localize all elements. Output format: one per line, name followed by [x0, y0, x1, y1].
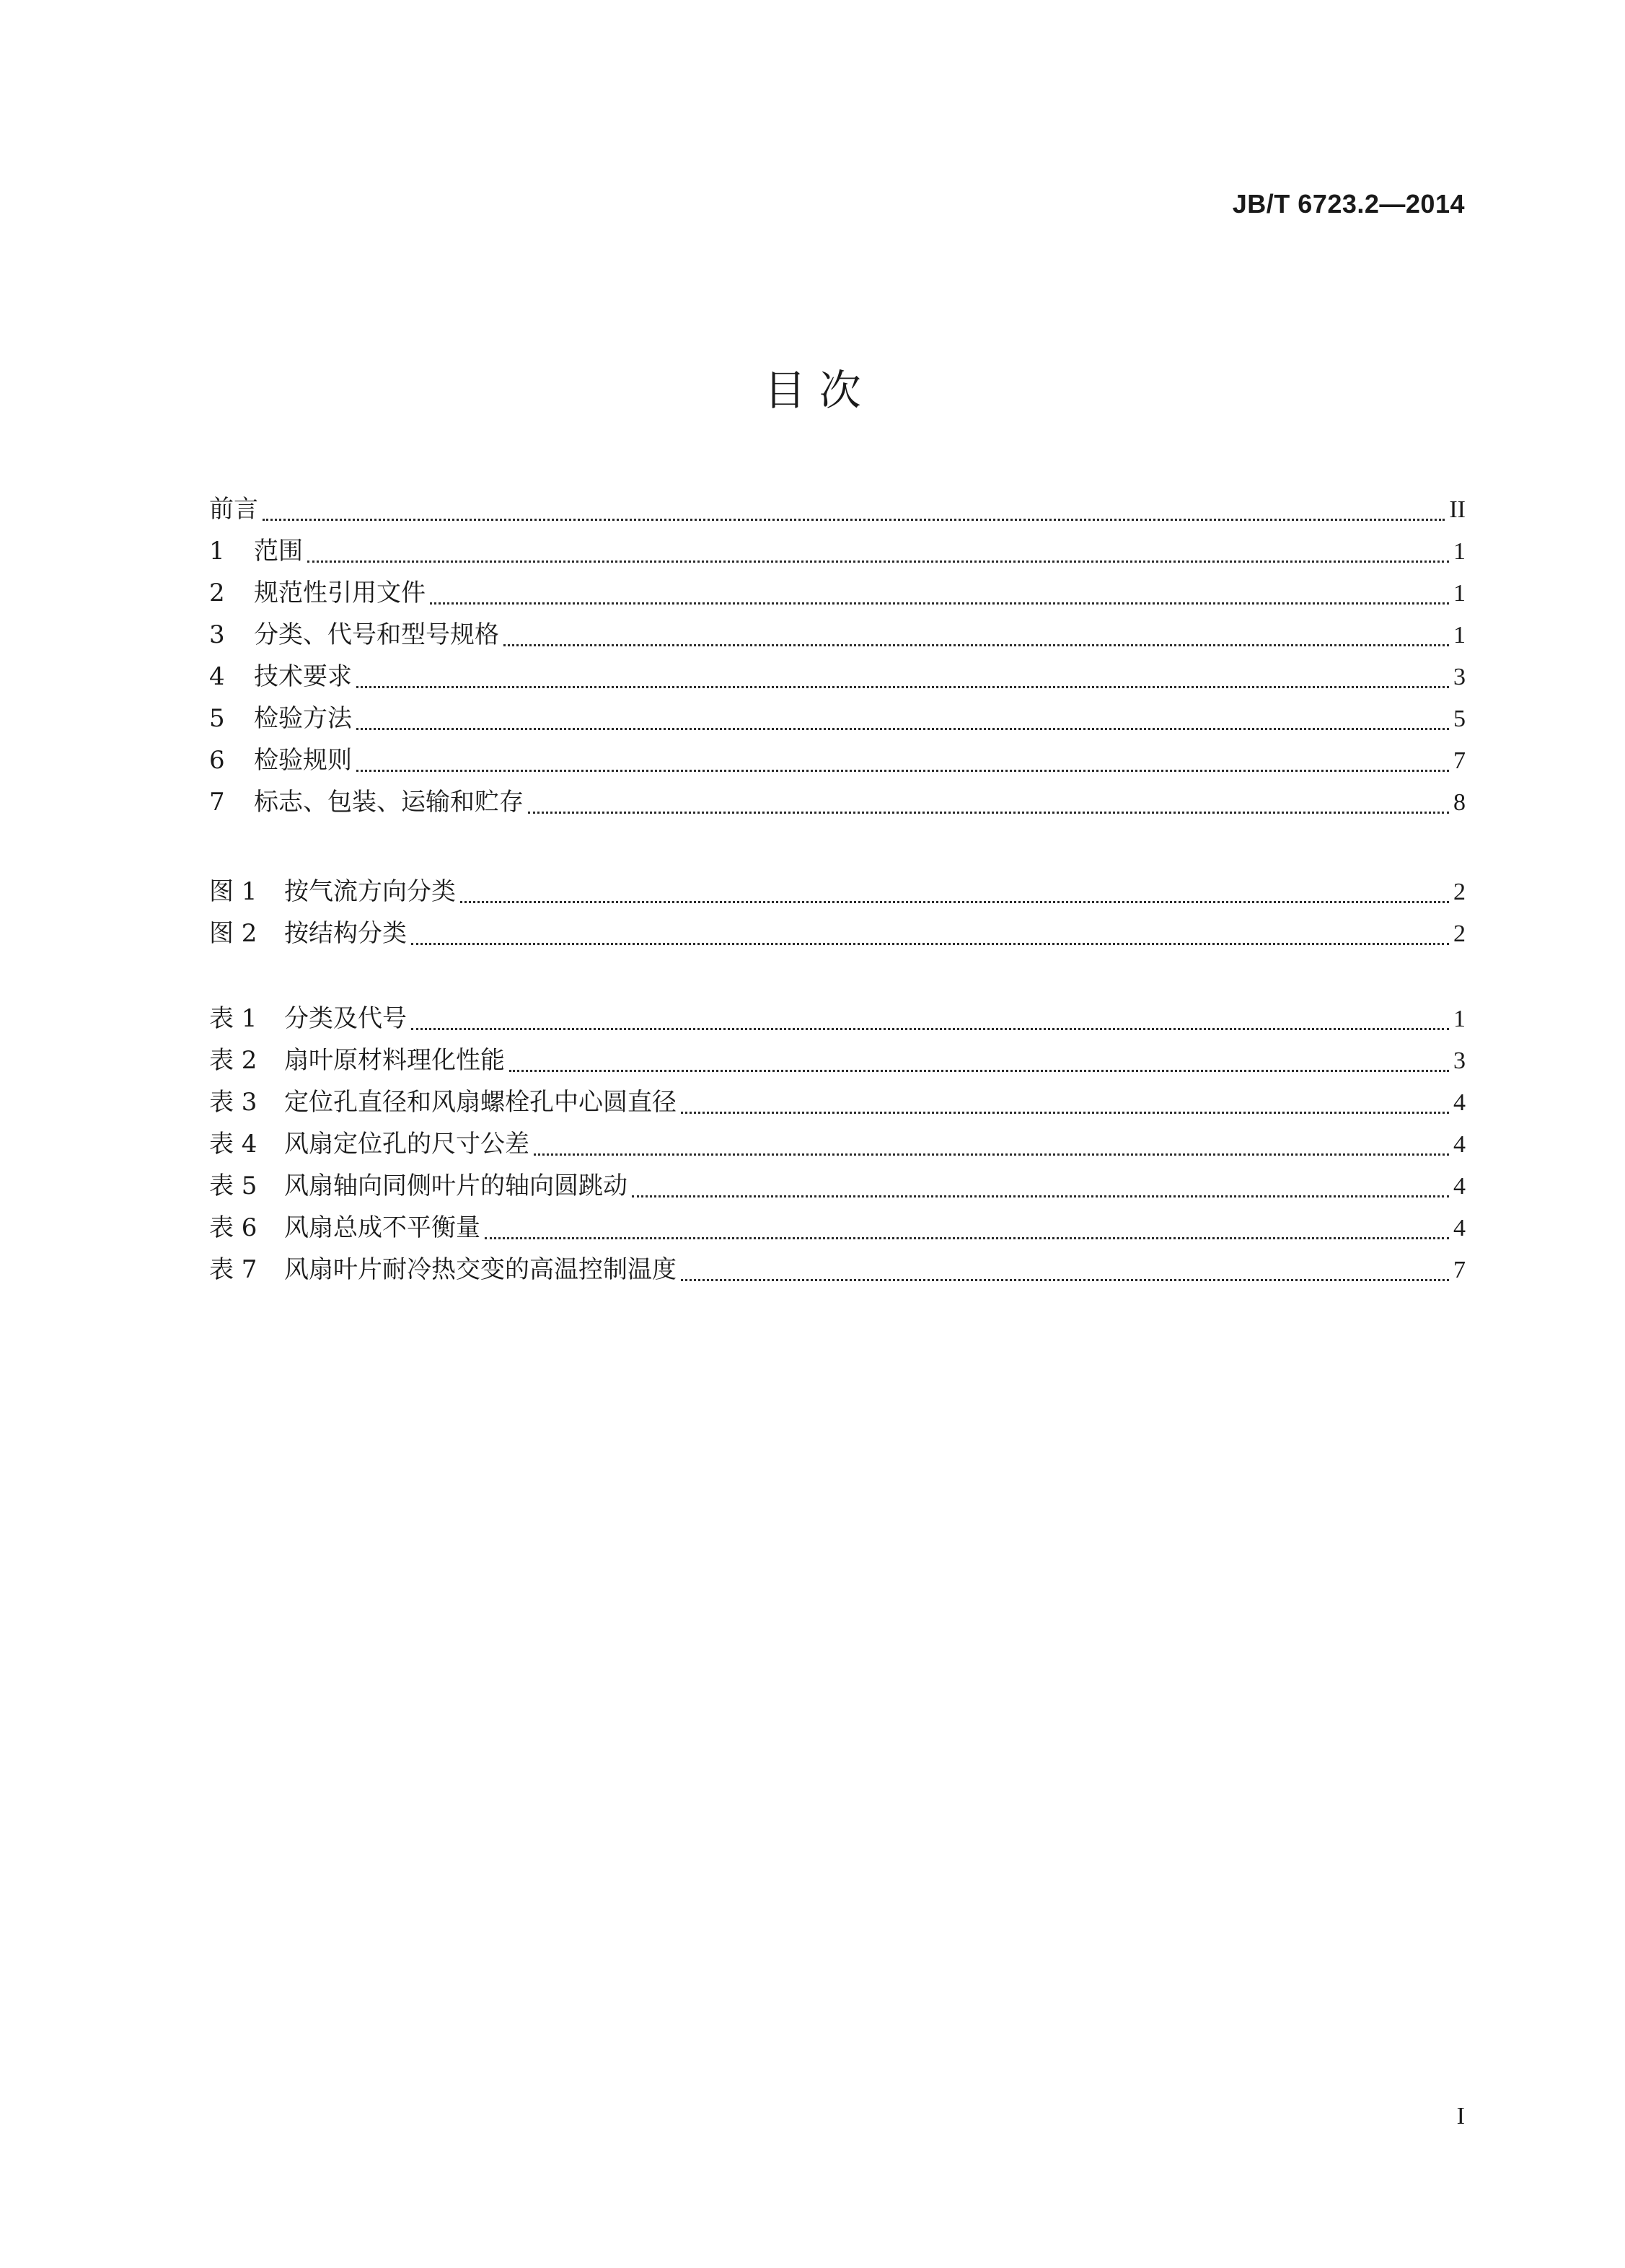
dot-leader: [632, 1195, 1449, 1197]
toc-entry-foreword[interactable]: [209, 489, 1466, 531]
toc-entry-label: 风扇轴向同侧叶片的轴向圆跳动: [284, 1172, 627, 1200]
toc-entry-label: 风扇定位孔的尺寸公差: [284, 1130, 529, 1159]
toc-entry-label: 扇叶原材料理化性能: [284, 1046, 505, 1075]
standard-code: JB/T 6723.2—2014: [1232, 189, 1465, 219]
toc-entry-label: 按结构分类: [284, 919, 407, 948]
toc-entry-figure[interactable]: [209, 871, 1466, 913]
toc-entry-number: 表 7: [209, 1255, 257, 1284]
dot-leader: [681, 1112, 1449, 1114]
toc-entry-table[interactable]: [209, 1082, 1466, 1124]
toc-entry-number: 4: [209, 662, 225, 691]
toc-entry-label: 标志、包装、运输和贮存: [254, 788, 524, 817]
dot-leader: [528, 812, 1449, 814]
toc-entry-page: 1: [1453, 1006, 1466, 1032]
toc-entry-number: 表 1: [209, 1004, 257, 1033]
toc-entry-label: 前言: [209, 495, 258, 524]
toc-entry-label: 检验方法: [254, 704, 352, 733]
toc-entry-table[interactable]: [209, 998, 1466, 1040]
toc-entry-page: 2: [1453, 879, 1466, 905]
dot-leader: [307, 561, 1449, 563]
dot-leader: [411, 1028, 1449, 1030]
dot-leader: [263, 519, 1445, 521]
toc-entry-clause[interactable]: [209, 573, 1466, 615]
toc-entry-number: 表 6: [209, 1213, 257, 1242]
toc-entry-number: 2: [209, 579, 225, 607]
toc-entry-page: 2: [1453, 920, 1466, 947]
toc-entry-page: 4: [1453, 1089, 1466, 1116]
dot-leader: [509, 1070, 1449, 1072]
dot-leader: [460, 901, 1449, 903]
toc-entry-clause[interactable]: [209, 531, 1466, 573]
toc-entry-label: 风扇叶片耐冷热交变的高温控制温度: [284, 1255, 677, 1284]
toc-entry-clause[interactable]: [209, 615, 1466, 656]
toc-entry-page: 1: [1453, 538, 1466, 565]
toc-entry-label: 检验规则: [254, 746, 352, 775]
dot-leader: [430, 602, 1449, 605]
toc-entry-figure[interactable]: [209, 913, 1466, 955]
toc-entry-label: 技术要求: [254, 662, 352, 691]
toc-entry-number: 3: [209, 620, 225, 649]
toc-entry-number: 图 2: [209, 919, 257, 948]
toc-entry-label: 分类、代号和型号规格: [254, 620, 499, 649]
page-number: I: [1456, 2103, 1465, 2129]
toc-entry-number: 图 1: [209, 877, 257, 906]
toc-entry-clause[interactable]: [209, 656, 1466, 698]
toc-entry-table[interactable]: [209, 1040, 1466, 1082]
toc-entry-page: 7: [1453, 747, 1466, 774]
toc-entry-page: 4: [1453, 1131, 1466, 1158]
toc-entry-table[interactable]: [209, 1249, 1466, 1291]
toc-entry-page: 1: [1453, 622, 1466, 649]
dot-leader: [356, 728, 1449, 730]
dot-leader: [411, 943, 1449, 945]
toc-entry-number: 7: [209, 788, 225, 817]
toc-entry-number: 表 2: [209, 1046, 257, 1075]
toc-entry-label: 规范性引用文件: [254, 579, 426, 607]
toc-entry-clause[interactable]: [209, 782, 1466, 824]
dot-leader: [681, 1279, 1449, 1281]
dot-leader: [503, 644, 1449, 646]
toc-entry-page: 3: [1453, 664, 1466, 690]
toc-entry-table[interactable]: [209, 1124, 1466, 1166]
toc-entry-label: 定位孔直径和风扇螺栓孔中心圆直径: [284, 1088, 677, 1117]
page-title: 目 次: [764, 366, 861, 415]
toc-entry-label: 风扇总成不平衡量: [284, 1213, 480, 1242]
toc-entry-table[interactable]: [209, 1166, 1466, 1208]
toc-entry-page: 3: [1453, 1047, 1466, 1074]
toc-entry-label: 范围: [254, 537, 303, 566]
toc-entry-number: 6: [209, 746, 225, 775]
toc-entry-number: 1: [209, 537, 225, 566]
toc-entry-page: 5: [1453, 706, 1466, 732]
toc-entry-number: 表 5: [209, 1172, 257, 1200]
toc-entry-label: 按气流方向分类: [284, 877, 456, 906]
toc-entry-clause[interactable]: [209, 740, 1466, 782]
toc-entry-page: II: [1449, 496, 1466, 523]
toc-entry-page: 4: [1453, 1215, 1466, 1241]
toc-entry-label: 分类及代号: [284, 1004, 407, 1033]
toc-entry-number: 5: [209, 704, 225, 733]
dot-leader: [356, 686, 1449, 688]
dot-leader: [356, 770, 1449, 772]
toc-entry-table[interactable]: [209, 1208, 1466, 1249]
toc-entry-page: 1: [1453, 580, 1466, 607]
toc-entry-page: 8: [1453, 789, 1466, 816]
toc-entry-number: 表 4: [209, 1130, 257, 1159]
dot-leader: [485, 1237, 1449, 1239]
toc-entry-number: 表 3: [209, 1088, 257, 1117]
toc-entry-page: 7: [1453, 1257, 1466, 1283]
dot-leader: [534, 1153, 1449, 1156]
toc-entry-clause[interactable]: [209, 698, 1466, 740]
toc-entry-page: 4: [1453, 1173, 1466, 1200]
